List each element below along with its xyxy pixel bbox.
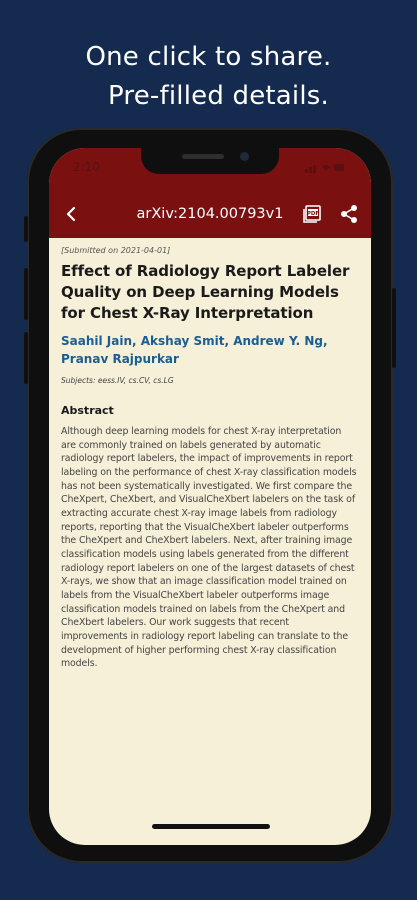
abstract-text: Although deep learning models for chest X-ray interpretation are commonly trained on labels generated by automatic radiology report labelers, the impact of improvements in report labeling on the performance of chest X-ray classification models has not been systematically investigated. We first compare the CheXpert, CheXbert, and VisualCheXbert labelers on the task of extracting accurate chest X-ray image labels from radiology reports, reporting that the VisualCheXbert labeler outperforms the CheXpert and CheXbert labelers. Next, after training image classification models using labels generated from the different radiology report labelers on one of the largest datasets of chest X-rays, we show that an image classification model trained on labels from the VisualCheXbert labeler outperforms image classification models trained on labels from the CheXpert and CheXbert labelers. Our work suggests that recent improvements in radiology report labeling can translate to the development of higher performing chest X-ray classification models.	[61, 426, 357, 670]
submission-date: [Submitted on 2021-04-01]	[61, 246, 171, 255]
notch	[141, 148, 279, 174]
signal-wifi-battery-icon	[305, 161, 345, 173]
phone-screen	[49, 148, 371, 845]
promo-line-1: One click to share.	[85, 42, 332, 72]
status-time: 2:10	[73, 160, 100, 174]
phone-frame	[27, 128, 393, 863]
paper-title: Effect of Radiology Report Labeler Quality on Deep Learning Models for Chest X-Ray Interpretation	[61, 262, 350, 322]
power-button	[392, 288, 396, 368]
back-chevron-icon[interactable]	[57, 200, 85, 228]
volume-up-button	[24, 268, 28, 320]
svg-text:PDF: PDF	[306, 210, 320, 217]
author-link[interactable]: Andrew Y. Ng	[233, 334, 324, 348]
mute-switch	[24, 216, 28, 242]
promo-line-2: Pre-filled details.	[108, 81, 329, 111]
abstract-heading: Abstract	[61, 404, 114, 417]
paper-content	[49, 238, 371, 845]
author-link[interactable]: Pranav Rajpurkar	[61, 352, 179, 366]
home-indicator[interactable]	[152, 824, 270, 829]
app-bar	[49, 190, 371, 238]
share-icon[interactable]	[338, 203, 360, 225]
speaker	[182, 154, 224, 159]
author-link[interactable]: Saahil Jain	[61, 334, 133, 348]
front-camera	[240, 152, 249, 161]
author-list: Saahil Jain, Akshay Smit, Andrew Y. Ng, Pranav Rajpurkar	[61, 334, 328, 366]
volume-down-button	[24, 332, 28, 384]
promo-caption	[0, 38, 417, 116]
subjects-line: Subjects: eess.IV, cs.CV, cs.LG	[61, 376, 174, 385]
app-bar-title: arXiv:2104.00793v1	[136, 206, 284, 222]
pdf-icon[interactable]	[301, 203, 323, 225]
author-link[interactable]: Akshay Smit	[140, 334, 225, 348]
